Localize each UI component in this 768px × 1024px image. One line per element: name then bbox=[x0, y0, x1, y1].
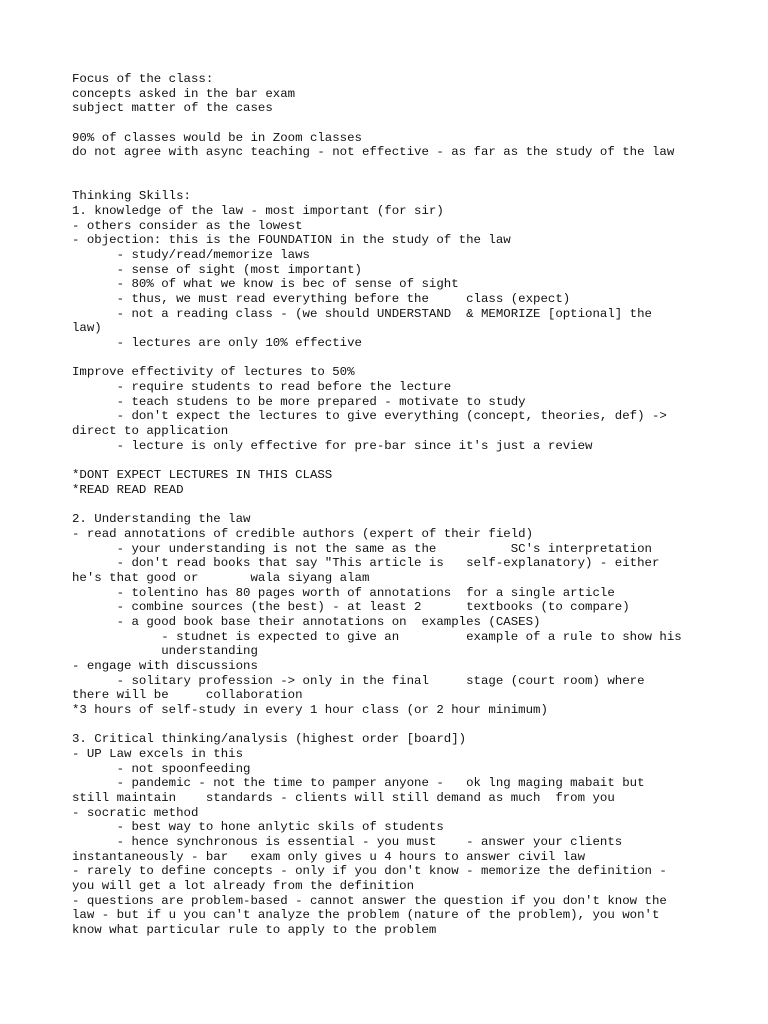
document-line: - questions are problem-based - cannot answer the question if you don't know the bbox=[72, 893, 667, 908]
document-line: law) bbox=[72, 321, 102, 336]
document-line: - combine sources (the best) - at least 2 textbooks (to compare) bbox=[72, 600, 630, 615]
document-line: 2. Understanding the law bbox=[72, 512, 251, 527]
document-body bbox=[72, 72, 712, 938]
document-line: - your understanding is not the same as the SC's interpretation bbox=[72, 541, 652, 556]
document-line: there will be collaboration bbox=[72, 688, 303, 703]
document-line: *DONT EXPECT LECTURES IN THIS CLASS bbox=[72, 468, 333, 483]
document-line: - lectures are only 10% effective bbox=[72, 336, 362, 351]
document-line: - best way to hone anlytic skils of students bbox=[72, 820, 444, 835]
document-line: - study/read/memorize laws bbox=[72, 248, 310, 263]
document-line: - not a reading class - (we should UNDERSTAND & MEMORIZE [optional] the bbox=[72, 306, 652, 321]
document-line: instantaneously - bar exam only gives u 4 hours to answer civil law bbox=[72, 849, 586, 864]
document-line: - engage with discussions bbox=[72, 658, 258, 673]
document-line: - don't read books that say "This article is self-explanatory) - either bbox=[72, 556, 660, 571]
document-line: - a good book base their annotations on examples (CASES) bbox=[72, 614, 541, 629]
document-line: 3. Critical thinking/analysis (highest order [board]) bbox=[72, 732, 467, 747]
document-line: - rarely to define concepts - only if you don't know - memorize the definition - bbox=[72, 864, 667, 879]
document-line: Thinking Skills: bbox=[72, 189, 191, 204]
document-line: - 80% of what we know is bec of sense of sight bbox=[72, 277, 459, 292]
document-line: - tolentino has 80 pages worth of annotations for a single article bbox=[72, 585, 615, 600]
document-line: - objection: this is the FOUNDATION in the study of the law bbox=[72, 233, 511, 248]
document-line bbox=[72, 351, 712, 366]
document-line: - studnet is expected to give an example of a rule to show his bbox=[72, 629, 682, 644]
document-line: still maintain standards - clients will still demand as much from you bbox=[72, 790, 615, 805]
document-line bbox=[72, 175, 712, 190]
document-line: - teach studens to be more prepared - motivate to study bbox=[72, 394, 526, 409]
document-line: Improve effectivity of lectures to 50% bbox=[72, 365, 355, 380]
document-line: understanding bbox=[72, 644, 258, 659]
document-line: direct to application bbox=[72, 424, 229, 439]
document-line: - lecture is only effective for pre-bar since it's just a review bbox=[72, 438, 593, 453]
document-line: - hence synchronous is essential - you must - answer your clients bbox=[72, 834, 623, 849]
document-line: - require students to read before the lecture bbox=[72, 380, 452, 395]
document-line: law - but if u you can't analyze the problem (nature of the problem), you won't bbox=[72, 908, 660, 923]
document-line: he's that good or wala siyang alam bbox=[72, 570, 370, 585]
document-line: do not agree with async teaching - not effective - as far as the study of the law bbox=[72, 145, 675, 160]
document-line: *READ READ READ bbox=[72, 482, 184, 497]
document-line: - read annotations of credible authors (expert of their field) bbox=[72, 526, 534, 541]
document-line bbox=[72, 160, 712, 175]
document-line: - don't expect the lectures to give everything (concept, theories, def) -> bbox=[72, 409, 667, 424]
document-line bbox=[72, 497, 712, 512]
document-line: - thus, we must read everything before the class (expect) bbox=[72, 292, 571, 307]
document-line: *3 hours of self-study in every 1 hour class (or 2 hour minimum) bbox=[72, 702, 548, 717]
document-line: - UP Law excels in this bbox=[72, 746, 244, 761]
document-line: know what particular rule to apply to the problem bbox=[72, 922, 437, 937]
document-line: Focus of the class: bbox=[72, 72, 214, 86]
document-line: subject matter of the cases bbox=[72, 101, 273, 116]
document-line: you will get a lot already from the definition bbox=[72, 878, 415, 893]
document-line: - socratic method bbox=[72, 805, 199, 820]
document-line: - not spoonfeeding bbox=[72, 761, 251, 776]
document-line: - others consider as the lowest bbox=[72, 218, 303, 233]
document-line bbox=[72, 718, 712, 733]
document-line bbox=[72, 116, 712, 131]
document-line: - pandemic - not the time to pamper anyone - ok lng maging mabait but bbox=[72, 776, 645, 791]
document-line: 1. knowledge of the law - most important (for sir) bbox=[72, 204, 444, 219]
document-line: 90% of classes would be in Zoom classes bbox=[72, 130, 362, 145]
document-line: - solitary profession -> only in the final stage (court room) where bbox=[72, 673, 645, 688]
document-line: concepts asked in the bar exam bbox=[72, 86, 296, 101]
document-line: - sense of sight (most important) bbox=[72, 262, 362, 277]
document-line bbox=[72, 453, 712, 468]
